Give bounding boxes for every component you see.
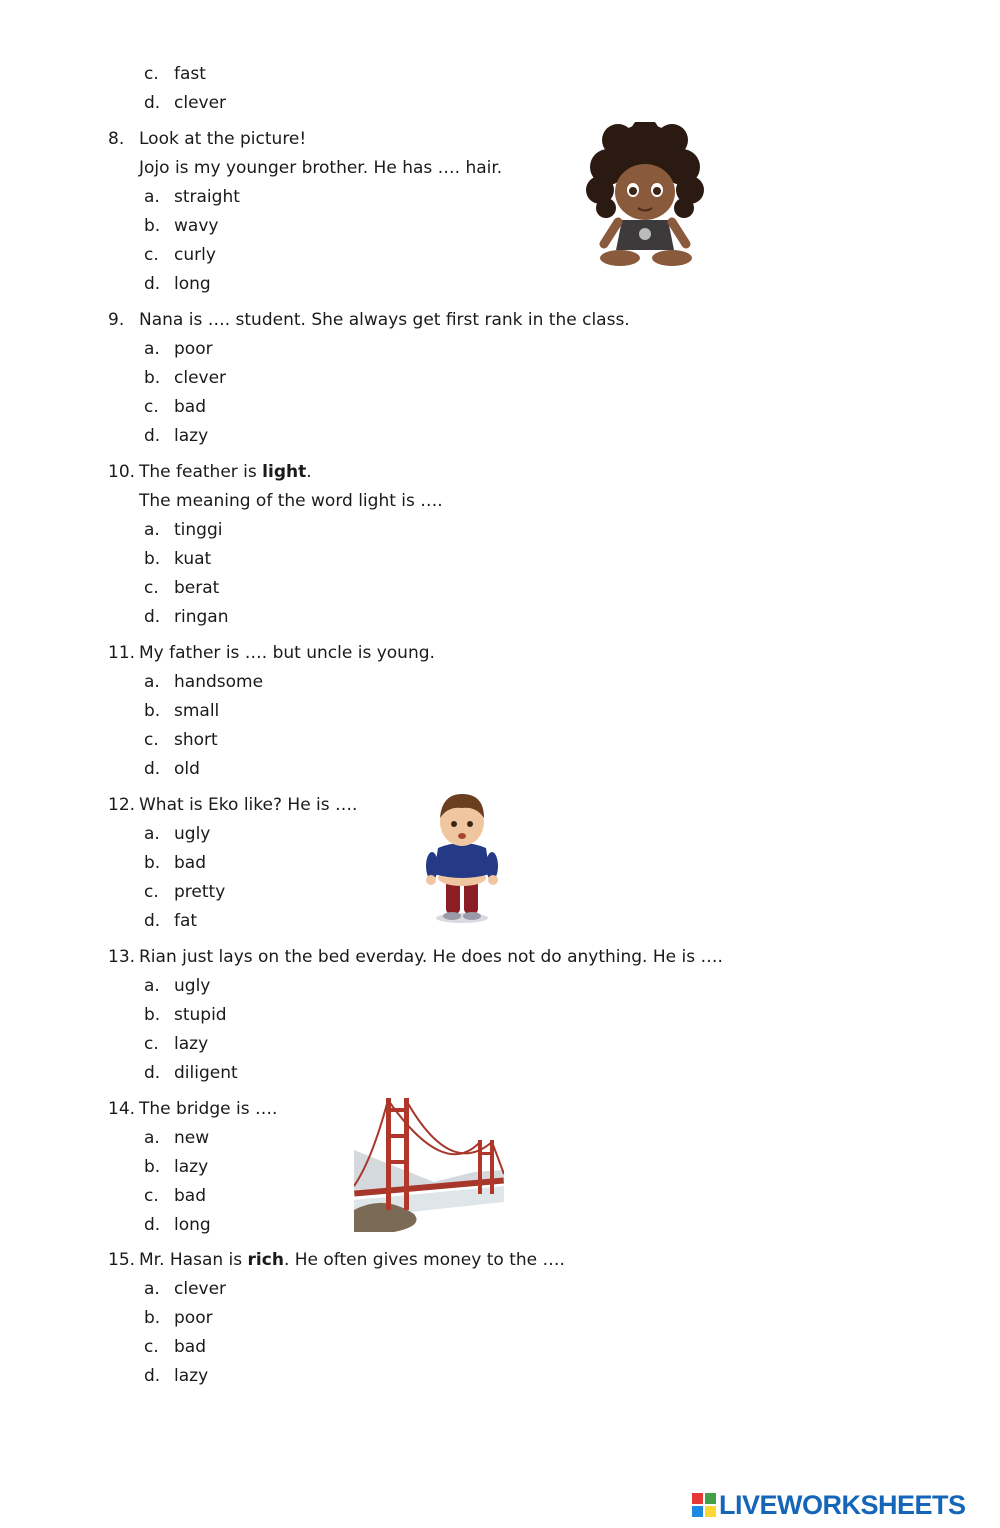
option-text: bad [174, 1186, 206, 1206]
question-number: 14. [108, 1099, 136, 1119]
option-text: diligent [174, 1063, 238, 1083]
question-text: Jojo is my younger brother. He has …. hair. [139, 158, 503, 178]
question-number: 12. [108, 795, 136, 815]
option-text: pretty [174, 882, 226, 902]
option-letter: d. [144, 274, 161, 294]
option-letter: d. [144, 1063, 161, 1083]
option-text: berat [174, 578, 220, 598]
liveworksheets-logo[interactable] [692, 1490, 966, 1520]
option-letter: b. [144, 216, 161, 236]
option-text: kuat [174, 549, 212, 569]
question-number: 9. [108, 310, 125, 330]
option-text: clever [174, 1279, 227, 1299]
option-letter: c. [144, 64, 159, 84]
question-text: Mr. Hasan is rich. He often gives money to the …. [139, 1250, 565, 1270]
option-text: bad [174, 853, 206, 873]
option-letter: a. [144, 1279, 160, 1299]
question-text: The bridge is …. [139, 1099, 278, 1119]
option-letter: a. [144, 520, 160, 540]
option-text: handsome [174, 672, 264, 692]
option-letter: c. [144, 1186, 159, 1206]
curly-hair-baby-image [578, 122, 713, 270]
option-letter: a. [144, 672, 160, 692]
option-text: poor [174, 339, 213, 359]
bold-word: rich [247, 1250, 284, 1270]
question-number: 11. [108, 643, 136, 663]
option-text: new [174, 1128, 210, 1148]
option-letter: d. [144, 759, 161, 779]
option-text: poor [174, 1308, 213, 1328]
option-letter: b. [144, 701, 161, 721]
option-letter: a. [144, 824, 160, 844]
question-text: The meaning of the word light is …. [139, 491, 443, 511]
option-letter: c. [144, 730, 159, 750]
question-number: 13. [108, 947, 136, 967]
option-letter: d. [144, 607, 161, 627]
option-text: fast [174, 64, 206, 84]
option-letter: b. [144, 1157, 161, 1177]
question-text: Nana is …. student. She always get first rank in the class. [139, 310, 630, 330]
option-letter: b. [144, 853, 161, 873]
logo-square [692, 1506, 703, 1517]
option-text: ugly [174, 976, 211, 996]
logo-square [692, 1493, 703, 1504]
option-text: ugly [174, 824, 211, 844]
logo-square [705, 1493, 716, 1504]
option-text: wavy [174, 216, 219, 236]
bridge-image [354, 1090, 504, 1232]
option-text: bad [174, 1337, 206, 1357]
option-letter: b. [144, 549, 161, 569]
option-text: tinggi [174, 520, 223, 540]
option-letter: d. [144, 911, 161, 931]
option-letter: d. [144, 1215, 161, 1235]
option-text: lazy [174, 1366, 209, 1386]
question-text: What is Eko like? He is …. [139, 795, 358, 815]
option-text: straight [174, 187, 240, 207]
option-letter: a. [144, 187, 160, 207]
option-letter: b. [144, 1005, 161, 1025]
option-letter: d. [144, 1366, 161, 1386]
option-text: curly [174, 245, 216, 265]
option-text: lazy [174, 1034, 209, 1054]
logo-text: LIVEWORKSHEETS [719, 1489, 966, 1520]
option-letter: c. [144, 1034, 159, 1054]
option-letter: a. [144, 339, 160, 359]
chubby-boy-image [420, 788, 504, 924]
option-text: small [174, 701, 220, 721]
option-letter: c. [144, 578, 159, 598]
question-number: 10. [108, 462, 136, 482]
question-text: The feather is light. [139, 462, 312, 482]
option-text: long [174, 1215, 211, 1235]
option-letter: c. [144, 245, 159, 265]
option-letter: b. [144, 1308, 161, 1328]
bold-word: light [262, 462, 307, 482]
logo-icon [692, 1493, 716, 1517]
option-letter: c. [144, 882, 159, 902]
option-letter: a. [144, 1128, 160, 1148]
option-text: clever [174, 368, 227, 388]
question-number: 15. [108, 1250, 136, 1270]
question-text: Look at the picture! [139, 129, 307, 149]
question-number: 8. [108, 129, 125, 149]
option-text: fat [174, 911, 198, 931]
option-text: short [174, 730, 218, 750]
option-text: old [174, 759, 200, 779]
option-text: stupid [174, 1005, 227, 1025]
option-text: bad [174, 397, 206, 417]
option-text: lazy [174, 426, 209, 446]
question-text: My father is …. but uncle is young. [139, 643, 435, 663]
option-text: long [174, 274, 211, 294]
question-text: Rian just lays on the bed everday. He does not do anything. He is …. [139, 947, 723, 967]
logo-square [705, 1506, 716, 1517]
option-letter: b. [144, 368, 161, 388]
option-text: ringan [174, 607, 229, 627]
option-letter: a. [144, 976, 160, 996]
option-letter: d. [144, 426, 161, 446]
option-letter: c. [144, 397, 159, 417]
option-text: lazy [174, 1157, 209, 1177]
option-text: clever [174, 93, 227, 113]
option-letter: d. [144, 93, 161, 113]
option-letter: c. [144, 1337, 159, 1357]
